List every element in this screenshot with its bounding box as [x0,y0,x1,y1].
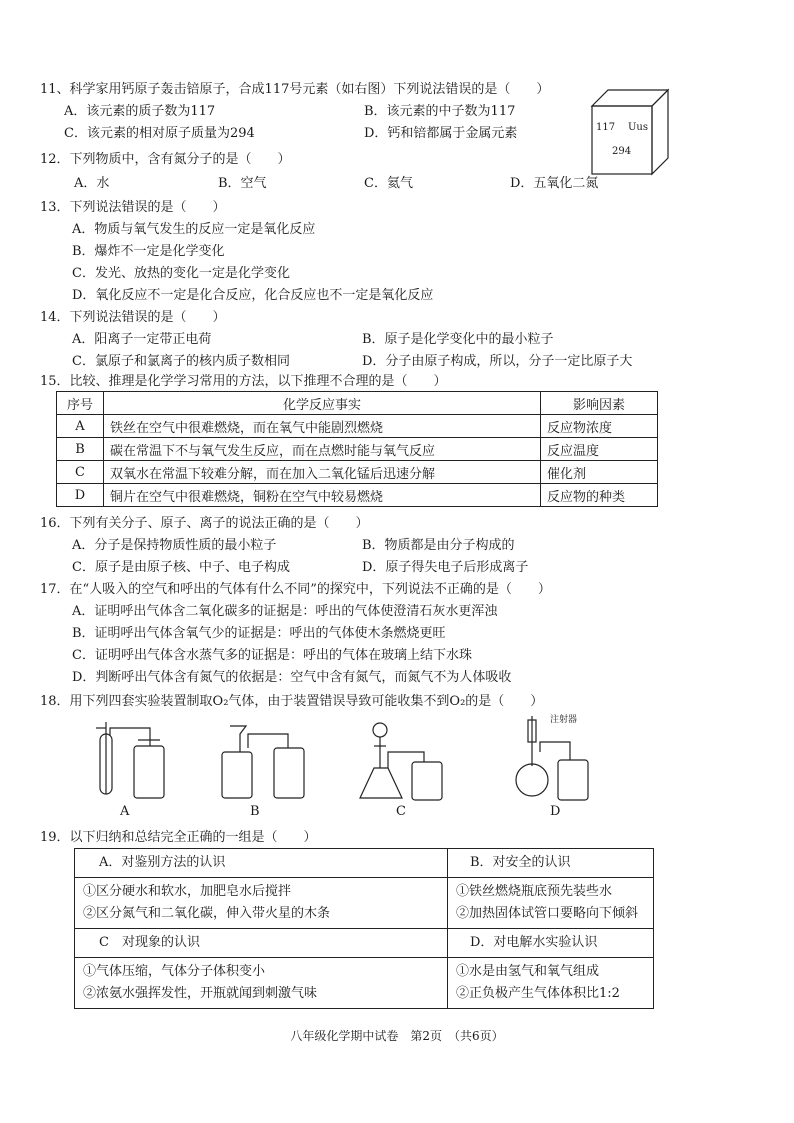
q13-option-a: A．物质与氧气发生的反应一定是氧化反应 [72,222,316,237]
q17-stem: 17．在“人吸入的空气和呼出的气体有什么不同”的探究中，下列说法不正确的是（ ） [40,582,551,597]
q19-cell-d-line: ①水是由氢气和氧气组成 [456,964,600,979]
q19-cell-b-line: ②加热固体试管口要略向下倾斜 [456,906,639,921]
q12-option-d: D．五氧化二氮 [510,176,599,191]
q15-row-fact: 铜片在空气中很难燃烧，铜粉在空气中较易燃烧 [104,484,541,507]
q15-header-index: 序号 [57,392,104,415]
q13-stem: 13．下列说法错误的是（ ） [40,200,226,215]
q11-option-a: A．该元素的质子数为117 [64,104,216,119]
q15-stem: 15．比较、推理是化学学习常用的方法，以下推理不合理的是（ ） [40,374,447,389]
q11-stem: 11、科学家用钙原子轰击锫原子，合成117号元素（如右图）下列说法错误的是（ ） [40,82,550,97]
q12-option-b: B．空气 [218,176,267,191]
q11-option-b: B．该元素的中子数为117 [364,104,516,119]
q19-content-row [75,878,654,929]
q19-cell-c-title: C 对现象的认识 [75,929,448,958]
q19-title-row [75,929,654,958]
q19-table [74,848,654,1009]
q13-option-c: C．发光、放热的变化一定是化学变化 [72,266,290,281]
q16-option-c: C．原子是由原子核、中子、电子构成 [72,560,290,575]
q19-cell-d-title: D．对电解水实验认识 [448,929,654,958]
q18-apparatus [90,712,610,822]
q19-cell-c-line: ②浓氨水强挥发性，开瓶就闻到刺激气味 [83,986,318,1001]
apparatus-label-a: A [120,804,130,819]
q14-option-d: D．分子由原子构成，所以，分子一定比原子大 [362,354,633,369]
q19-title-row [75,849,654,878]
table-row [57,415,658,438]
q19-cell-c [75,958,448,1009]
q15-row-fact: 铁丝在空气中很难燃烧，而在氧气中能剧烈燃烧 [104,415,541,438]
table-row [57,461,658,484]
q14-option-a: A．阳离子一定带正电荷 [72,332,212,347]
q15-row-fact: 碳在常温下不与氧气发生反应，而在点燃时能与氧气反应 [104,438,541,461]
q15-header-factor: 影响因素 [541,392,658,415]
q12-option-c: C．氦气 [364,176,413,191]
apparatus-c [360,723,442,800]
apparatus-label-d: D [550,804,561,819]
q19-cell-a-line: ②区分氮气和二氧化碳，伸入带火星的木条 [83,906,331,921]
table-row [57,484,658,507]
q17-option-d: D．判断呼出气体含有氮气的依据是：空气中含有氮气，而氮气不为人体吸收 [72,670,512,685]
apparatus-b [222,726,304,798]
q15-row-factor: 反应物浓度 [541,415,658,438]
q15-row-index: A [57,415,104,438]
q14-option-c: C．氯原子和氯离子的核内质子数相同 [72,354,290,369]
apparatus-label-b: B [250,804,260,819]
q15-row-index: C [57,461,104,484]
q19-cell-a-line: ①区分硬水和软水，加肥皂水后搅拌 [83,884,292,899]
q16-stem: 16．下列有关分子、原子、离子的说法正确的是（ ） [40,516,369,531]
lab-apparatus-drawing [90,712,610,822]
q19-cell-b-line: ①铁丝燃烧瓶底预先装些水 [456,884,613,899]
apparatus-label-c: C [396,804,406,819]
q19-content-row [75,958,654,1009]
q19-cell-b-title: B．对安全的认识 [448,849,654,878]
q15-header-fact: 化学反应事实 [104,392,541,415]
q19-cell-d [448,958,654,1009]
q12-stem: 12．下列物质中，含有氮分子的是（ ） [40,152,291,167]
apparatus-a [96,722,164,798]
q19-cell-a [75,878,448,929]
q11-option-d: D．钙和锫都属于金属元素 [364,126,518,141]
q15-row-index: B [57,438,104,461]
q17-option-b: B．证明呼出气体含氧气少的证据是：呼出的气体使木条燃烧更旺 [72,626,446,641]
q13-option-b: B．爆炸不一定是化学变化 [72,244,225,259]
q16-option-a: A．分子是保持物质性质的最小粒子 [72,538,277,553]
q19-cell-a-title: A．对鉴别方法的认识 [75,849,448,878]
q19-cell-c-line: ①气体压缩，气体分子体积变小 [83,964,266,979]
q12-option-a: A．水 [74,176,110,191]
q15-row-factor: 催化剂 [541,461,658,484]
q15-row-factor: 反应温度 [541,438,658,461]
q11-option-c: C．该元素的相对原子质量为294 [64,126,255,141]
q15-row-factor: 反应物的种类 [541,484,658,507]
q19-stem: 19．以下归纳和总结完全正确的一组是（ ） [40,830,317,845]
q19-cell-d-line: ②正负极产生气体体积比1:2 [456,986,620,1001]
q16-option-d: D．原子得失电子后形成离子 [362,560,529,575]
element-symbol: Uus [628,122,648,133]
syringe-label: 注射器 [550,715,578,725]
q17-option-c: C．证明呼出气体含水蒸气多的证据是：呼出的气体在玻璃上结下水珠 [72,648,472,663]
q14-stem: 14．下列说法错误的是（ ） [40,310,226,325]
q15-header-row [57,392,658,415]
q16-option-b: B．物质都是由分子构成的 [362,538,515,553]
apparatus-d [516,716,588,800]
table-row [57,438,658,461]
q19-cell-b [448,878,654,929]
q17-option-a: A．证明呼出气体含二氧化碳多的证据是：呼出的气体使澄清石灰水更浑浊 [72,604,498,619]
q14-option-b: B．原子是化学变化中的最小粒子 [362,332,554,347]
element-mass: 294 [612,146,632,157]
q15-row-index: D [57,484,104,507]
element-cube-117 [590,86,670,176]
page-footer: 八年级化学期中试卷 第2页 （共6页） [290,1029,504,1043]
q13-option-d: D．氧化反应不一定是化合反应，化合反应也不一定是氧化反应 [72,288,434,303]
element-number: 117 [596,122,616,133]
q15-row-fact: 双氧水在常温下较难分解，而在加入二氧化锰后迅速分解 [104,461,541,484]
q18-stem: 18．用下列四套实验装置制取O₂气体，由于装置错误导致可能收集不到O₂的是（ ） [40,694,544,709]
q15-table [56,391,658,507]
